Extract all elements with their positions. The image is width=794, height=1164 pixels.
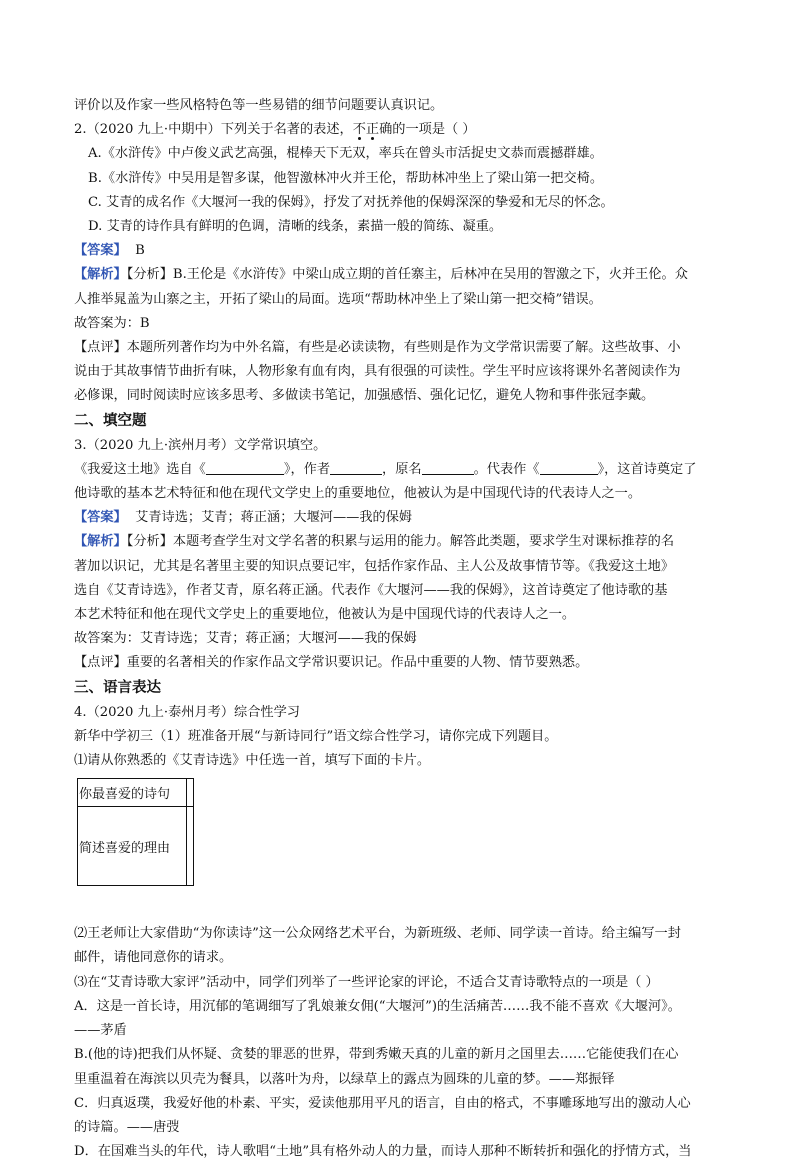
answer-tag: 【答案】 [74,243,127,259]
card-label-reason: 简述喜爱的理由 [78,807,187,886]
card-input-favorite-line[interactable] [187,779,194,807]
option-a: A.《水浒传》中卢俊义武艺高强，棍棒天下无双，率兵在曾头市活捉史文恭而震撼群雄。 [88,146,603,162]
option-b: B.《水浒传》中吴用是智多谋，他智激林冲火并王伦，帮助林冲坐上了梁山第一把交椅。 [88,170,604,186]
card-label-favorite-line: 你最喜爱的诗句 [78,779,187,807]
comment-line: 必修课，同时阅读时应该多思考、多做读书笔记，加强感悟、强化记忆，避免人物和事件张冠李戴。 [74,388,655,404]
question-3-stem: 3.（2020 九上·滨州月考）文学常识填空。 [74,437,327,453]
conclusion: 故答案为：B [74,315,150,331]
question-3 [74,434,724,676]
analysis-tag: 【解析】 [74,267,127,283]
blank-field[interactable] [422,460,474,475]
comment-line: 【点评】重要的名著相关的作家作品文学常识要识记。作品中重要的人物、情节要熟悉。 [74,655,589,671]
question-4-intro: 新华中学初三（1）班准备开展“与新诗同行”语文综合性学习，请你完成下列题目。 [74,728,558,744]
option-a: A．这是一首长诗，用沉郁的笔调细写了乳娘兼女佣(“大堰河”)的生活痛苦……我不能不喜欢《大堰河》。 [74,998,681,1014]
answer-line [74,506,724,530]
document-page [74,94,724,1164]
comment-line: 说由于其故事情节曲折有味，人物形象有血有肉，具有很强的可读性。学生平时应该将课外名著阅读作为 [74,364,681,380]
emphasis-char: 不 [352,122,366,138]
question-2-stem: 2.（2020 九上·中期中）下列关于名著的表述，不正确的一项是（ ） [74,122,476,138]
blank-field[interactable] [206,460,284,475]
option-c: 的诗篇。——唐弢 [74,1119,180,1135]
analysis-line: 著加以识记，尤其是名著里主要的知识点要记牢，包括作家作品、主人公及故事情节等。《我爱这土地》 [74,558,675,574]
answer-line [74,239,724,263]
question-4-stem: 4.（2020 九上·泰州月考）综合性学习 [74,704,300,720]
option-c: C. 艾青的成名作《大堰河一我的保姆》，抒发了对抚养他的保姆深深的挚爱和无尽的怀念。 [88,194,614,210]
option-d: D. 艾青的诗作具有鲜明的色调，清晰的线条，素描一般的简练、凝重。 [88,219,503,235]
intro-tail: 评价以及作家一些风格特色等一些易错的细节问题要认真识记。 [74,98,444,113]
comment-line: 【点评】本题所列著作均为中外名篇，有些是必读读物，有些则是作为文学常识需要了解。这些故事、小 [74,340,681,356]
option-b: B.(他的诗)把我们从怀疑、贪婪的罪恶的世界，带到秀嫩天真的儿童的新月之国里去……它能使我们在心 [74,1047,679,1063]
blank-field[interactable] [540,460,598,475]
sub-question-1: ⑴请从你熟悉的《艾青诗选》中任选一首，填写下面的卡片。 [74,753,431,769]
analysis-line: 人推举晁盖为山寨之主，开拓了梁山的局面。选项“帮助林冲坐上了梁山第一把交椅”错误。 [74,291,602,307]
analysis-line: 本艺术特征和他在现代文学史上的重要地位，他被认为是中国现代诗的代表诗人之一。 [74,607,576,623]
analysis-line: 【解析】【分析】B.王伦是《水浒传》中梁山成立期的首任寨主，后林冲在吴用的智激之下，火并王伦。众 [74,267,688,283]
analysis-line: 选自《艾青诗选》，作者艾青，原名蒋正涵。代表作《大堰河——我的保姆》，这首诗奠定了他诗歌的基 [74,582,668,598]
section-title: 三、语言表达 [74,679,161,696]
option-c: C．归真返璞，我爱好他的朴素、平实，爱读他那用平凡的语言，自由的格式，不事雕琢地写出的激动人心 [74,1095,691,1111]
option-b: 里重温着在海滨以贝壳为餐具，以落叶为舟，以绿草上的露点为圆珠的儿童的梦。——郑振铎 [74,1071,615,1087]
question-2 [74,118,724,408]
fill-blank-line: 他诗歌的基本艺术特征和他在现代文学史上的重要地位，他被认为是中国现代诗的代表诗人之一。 [74,486,642,502]
emphasis-char: 正 [365,122,380,138]
section-title: 二、填空题 [74,412,147,429]
option-d: D．在国难当头的年代，诗人歌唱“土地”具有格外动人的力量，而诗人那种不断转折和强化的抒情方式，当 [74,1144,692,1160]
answer-value: 艾青诗选；艾青；蒋正涵；大堰河——我的保姆 [135,510,413,526]
conclusion: 故答案为：艾青诗选；艾青；蒋正涵；大堰河——我的保姆 [74,631,417,647]
poem-card-table [77,778,194,886]
analysis-line: 【解析】【分析】本题考查学生对文学名著的积累与运用的能力。解答此类题，要求学生对课标推荐的名 [74,534,675,550]
answer-tag: 【答案】 [74,510,127,526]
sub-question-3: ⑶在“艾青诗歌大家评”活动中，同学们列举了一些评论家的评论，不适合艾青诗歌特点的一项是（ ） [74,974,659,990]
spacer [74,886,724,922]
sub-question-2: ⑵王老师让大家借助“为你读诗”这一公众网络艺术平台，为新班级、老师、同学读一首诗。给主编写一封 [74,926,681,942]
answer-value: B [135,243,145,259]
analysis-tag: 【解析】 [74,534,127,550]
fill-blank-line: 《我爱这土地》选自《 》，作者 ，原名 。代表作《 》，这首诗奠定了 [74,461,697,477]
blank-field[interactable] [330,460,382,475]
question-4 [74,701,724,1164]
card-input-reason[interactable] [187,807,194,886]
option-a-source: ——茅盾 [74,1023,127,1039]
sub-question-2: 邮件，请他同意你的请求。 [74,950,233,966]
